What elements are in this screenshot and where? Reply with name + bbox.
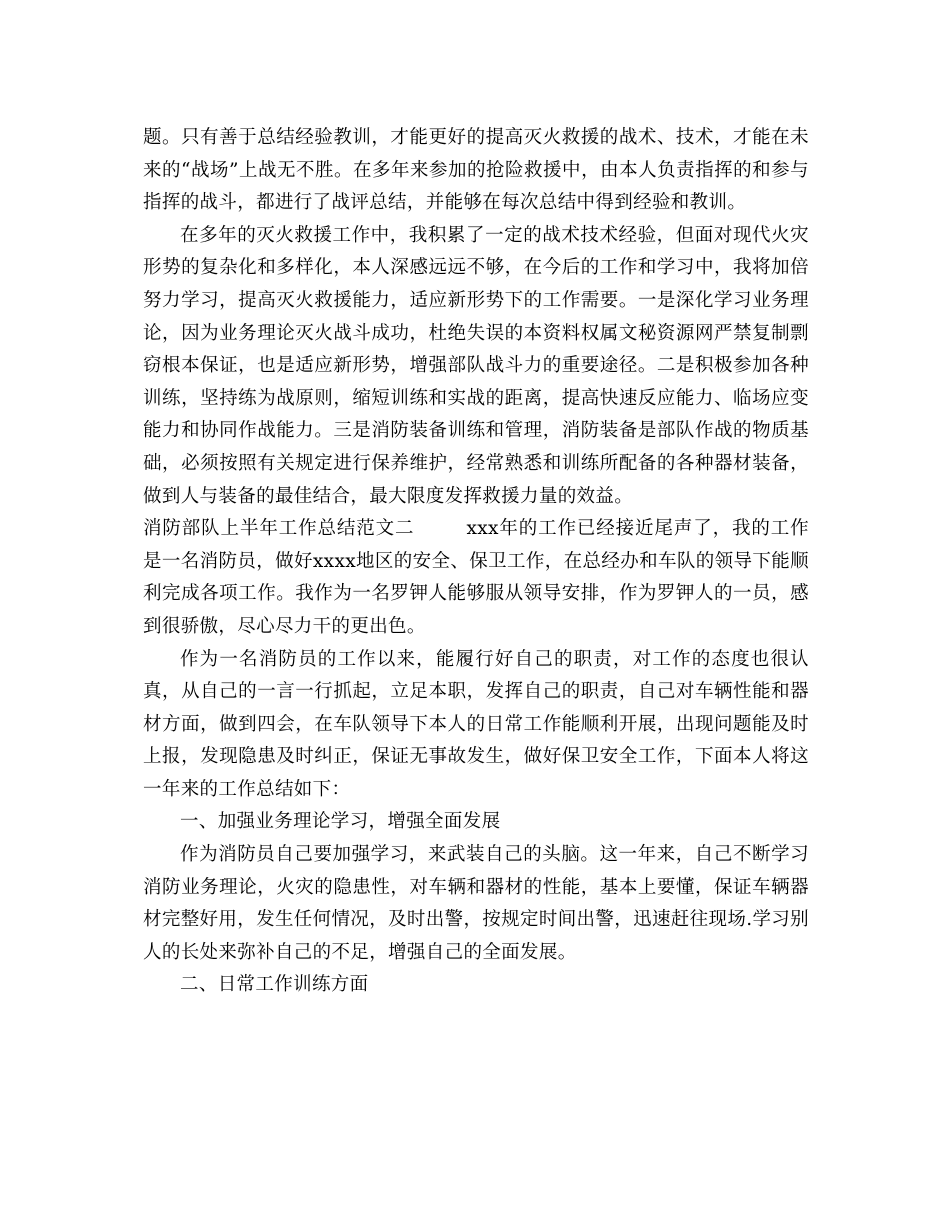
subheading-business-study: 一、加强业务理论学习，增强全面发展 (180, 811, 501, 833)
section-intro-text: xxx年的工作已经接近尾声了，我的工作是一名消防员，做好xxxx地区的安全、保卫工作，在总经办和车队的领导下能顺利完成各项工作。我作为一名罗钾人能够服从领导安排，作为罗钾人的一员，感到很骄傲，尽心尽力干的更出色。 (143, 518, 809, 637)
paragraph-duties: 作为一名消防员的工作以来，能履行好自己的职责，对工作的态度也很认真，从自己的一言一行抓起，立足本职，发挥自己的职责，自己对车辆性能和器材方面，做到四会，在车队领导下本人的日常工作能顺利开展，出现问题能及时上报，发现隐患及时纠正，保证无事故发生，做好保卫安全工作，下面本人将这一年来的工作总结如下： (143, 648, 809, 800)
section-heading: 消防部队上半年工作总结范文二 (143, 518, 415, 540)
document-body (143, 122, 809, 1002)
paragraph-continued: 题。只有善于总结经验教训，才能更好的提高灭火救援的战术、技术，才能在未来的“战场”上战无不胜。在多年来参加的抢险救援中，由本人负责指挥的和参与指挥的战斗，都进行了战评总结，并能够在每次总结中得到经验和教训。 (143, 127, 809, 214)
paragraph-section-two-intro (143, 513, 809, 643)
subheading-daily-training: 二、日常工作训练方面 (180, 974, 369, 996)
paragraph-tactics-experience: 在多年的灭火救援工作中，我积累了一定的战术技术经验，但面对现代火灾形势的复杂化和多样化，本人深感远远不够，在今后的工作和学习中，我将加倍努力学习，提高灭火救援能力，适应新形势下的工作需要。一是深化学习业务理论，因为业务理论灭火战斗成功，杜绝失误的本资料权属文秘资源网严禁复制剽窃根本保证，也是适应新形势，增强部队战斗力的重要途径。二是积极参加各种训练，坚持练为战原则，缩短训练和实战的距离，提高快速反应能力、临场应变能力和协同作战能力。三是消防装备训练和管理，消防装备是部队作战的物质基础，必须按照有关规定进行保养维护，经常熟悉和训练所配备的各种器材装备，做到人与装备的最佳结合，最大限度发挥救援力量的效益。 (143, 224, 809, 507)
paragraph-study-details: 作为消防员自己要加强学习，来武装自己的头脑。这一年来，自己不断学习消防业务理论，火灾的隐患性，对车辆和器材的性能，基本上要懂，保证车辆器材完整好用，发生任何情况，及时出警，按规定时间出警，迅速赶往现场.学习别人的长处来弥补自己的不足，增强自己的全面发展。 (143, 844, 809, 963)
